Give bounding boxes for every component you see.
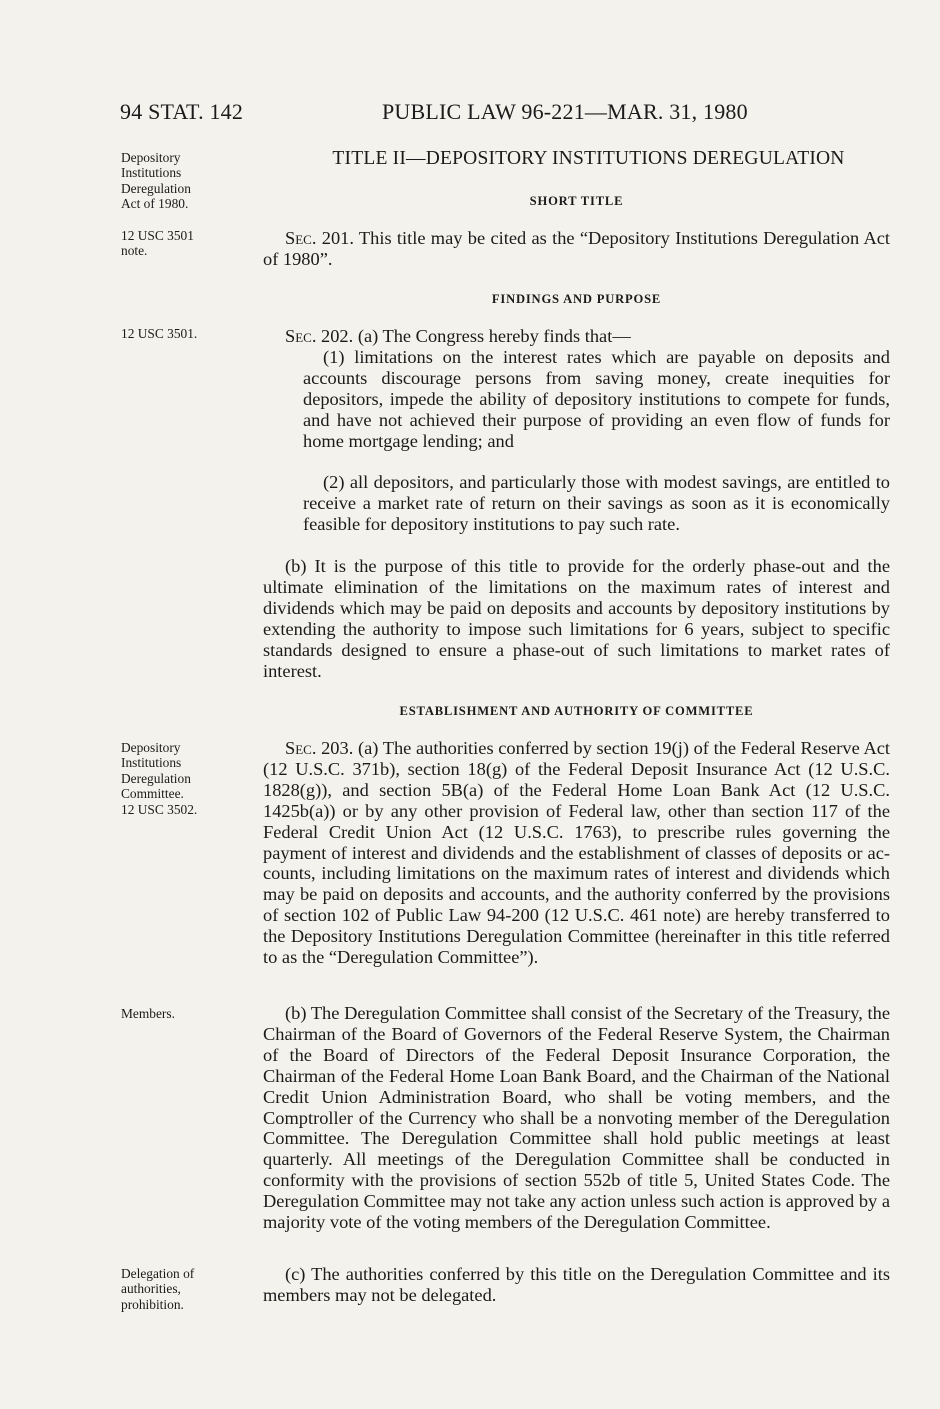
- margin-note-usc-3501: [121, 326, 251, 341]
- margin-note-line: prohibition.: [121, 1296, 184, 1312]
- margin-note-committee: [121, 740, 251, 817]
- section-label: Sec.: [285, 738, 317, 758]
- finding-item-1: (1) limitations on the interest rates which are payable on deposits and accounts discourage persons from saving money, create inequities for depositors, impede the ability of depository institutions to compete for funds, and have not achieved their purpose of providing an even flow of funds for home mortgage lending; and: [303, 347, 890, 451]
- running-head: PUBLIC LAW 96-221—MAR. 31, 1980: [382, 99, 748, 124]
- margin-note-line: Members.: [121, 1006, 175, 1021]
- findings-heading: FINDINGS AND PURPOSE: [491, 292, 662, 306]
- margin-note-line: 12 USC 3501.: [121, 326, 198, 341]
- title-heading: TITLE II—DEPOSITORY INSTITUTIONS DEREGULATION: [332, 148, 845, 169]
- section-203-b: (b) The Deregulation Committee shall consist of the Secretary of the Treasury, the Chairman of the Board of Governors of the Federal Reserve System, the Chairman of the Board of Directors of the Federal Deposit Insurance Corporation, the Chairman of the Federal Home Loan Bank Board, and the Chairman of the National Credit Union Administration Board, who shall be voting members, and the Comptroller of the Currency who shall be a nonvoting member of the Deregulation Committee. The Deregulation Committee shall hold public meetings at least quarterly. All meetings of the Deregulation Committee shall be conducted in conformity with the provisions of section 552b of title 5, United States Code. The Deregulation Committee may not take any action unless such action is approved by a majority vote of the voting members of the Deregulation Committee.: [263, 1003, 890, 1233]
- margin-note-line: Depository: [121, 740, 181, 755]
- margin-note-members: [121, 1006, 251, 1021]
- committee-heading: ESTABLISHMENT AND AUTHORITY OF COMMITTEE: [399, 704, 754, 718]
- margin-note-line: Institutions: [121, 755, 182, 771]
- section-201: [263, 228, 890, 270]
- purpose-paragraph: (b) It is the purpose of this title to provide for the orderly phase-out and the ultimate elimination of the limitations on the maximum rates of interest and dividends which may be paid on deposits and accounts by depository institutions by extending the authority to impose such limitations for 6 years, subject to specific standards designed to ensure a phase-out of such limitations to market rates of interest.: [263, 556, 890, 681]
- section-202-intro-text: 202. (a) The Congress hereby finds that—: [316, 326, 631, 346]
- margin-note-line: Act of 1980.: [121, 196, 189, 212]
- section-203-a-text: 203. (a) The authorities conferred by section 19(j) of the Federal Reserve Act (12 U.S.C. 371b), section 18(g) of the Federal Deposit Insurance Act (12 U.S.C. 1828(g)), and section 5B(a) of the Federal Home Loan Bank Act (12 U.S.C. 1425b(a)) or by any other provision of Federal law, other than section 117 of the Federal Credit Union Act (12 U.S.C. 1763), to prescribe rules governing the payment of interest and dividends and the establishment of classes of deposits or accounts, including limitations on the maximum rates of interest and dividends which may be paid on deposits and accounts, and the authority conferred by the provisions of section 102 of Public Law 94-200 (12 U.S.C. 461 note) are hereby transferred to the Depository Institutions Deregulation Committee (hereinafter in this title referred to as the “Deregulation Committee”).: [263, 738, 890, 968]
- short-title-heading: SHORT TITLE: [529, 194, 624, 208]
- margin-note-line: 12 USC 3502.: [121, 801, 198, 817]
- page-statute-number: 94 STAT. 142: [120, 99, 244, 124]
- margin-note-act-name: [121, 150, 251, 212]
- margin-note-line: Deregulation: [121, 180, 191, 196]
- margin-note-delegation: [121, 1266, 251, 1312]
- section-label: Sec.: [285, 326, 317, 346]
- section-203-a: [263, 738, 890, 968]
- margin-note-line: Committee.: [121, 786, 184, 802]
- margin-note-line: Delegation of: [121, 1266, 195, 1281]
- finding-item-2: (2) all depositors, and particularly those with modest savings, are entitled to receive a market rate of return on their savings as soon as it is economically feasible for depository institutions to pay such rate.: [303, 472, 890, 534]
- margin-note-line: Depository: [121, 150, 181, 165]
- section-201-text: 201. This title may be cited as the “Depository Institutions Deregulation Act of 1980”.: [263, 228, 890, 269]
- section-203-c: (c) The authorities conferred by this title on the Deregulation Committee and its members may not be delegated.: [263, 1264, 890, 1305]
- margin-note-line: 12 USC 3501: [121, 228, 194, 243]
- section-202-intro: [263, 326, 890, 347]
- margin-note-usc-note: [121, 228, 251, 259]
- margin-note-line: Institutions: [121, 165, 182, 181]
- margin-note-line: authorities,: [121, 1281, 181, 1297]
- margin-note-line: Deregulation: [121, 770, 191, 786]
- margin-note-line: note.: [121, 243, 148, 259]
- section-label: Sec.: [285, 228, 317, 248]
